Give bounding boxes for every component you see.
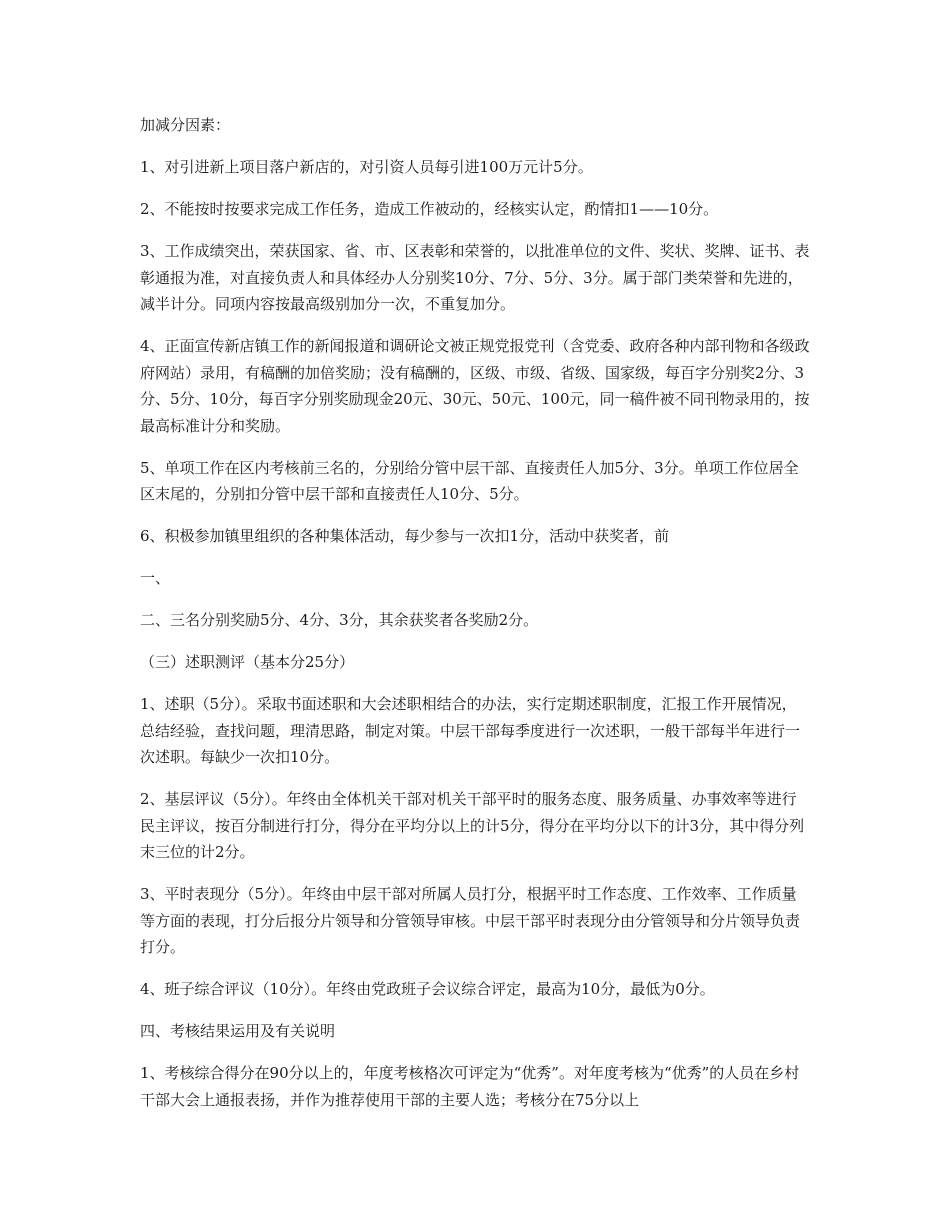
paragraph-fragment-two-three: 二、三名分别奖励5分、4分、3分，其余获奖者各奖励2分。 <box>140 611 539 629</box>
paragraph-leadership-review: 4、班子综合评议（10分）。年终由党政班子会议综合评定，最高为10分，最低为0分。 <box>140 980 715 998</box>
section-heading-results-usage: 四、考核结果运用及有关说明 <box>140 1022 336 1040</box>
section-heading-bonus-factors: 加减分因素： <box>140 116 231 134</box>
section-heading-report-evaluation: （三）述职测评（基本分25分） <box>140 653 355 671</box>
paragraph-item-5: 5、单项工作在区内考核前三名的，分别给分管中层干部、直接责任人加5分、3分。单项工作位居全区末尾的，分别扣分管中层干部和直接责任人10分、5分。 <box>140 458 799 503</box>
paragraph-fragment-one: 一、 <box>140 569 171 587</box>
paragraph-daily-performance: 3、平时表现分（5分）。年终由中层干部对所属人员打分，根据平时工作态度、工作效率、工作质量等方面的表现，打分后报分片领导和分管领导审核。中层干部平时表现分由分管领导和分片领导负责打分。 <box>140 885 801 956</box>
paragraph-grassroots-review: 2、基层评议（5分）。年终由全体机关干部对机关干部平时的服务态度、服务质量、办事效率等进行民主评议，按百分制进行打分，得分在平均分以上的计5分，得分在平均分以下的计3分，其中得分列末三位的计2分。 <box>140 790 805 861</box>
paragraph-item-1: 1、对引进新上项目落户新店的，对引资人员每引进100万元计5分。 <box>140 158 593 176</box>
paragraph-item-3: 3、工作成绩突出，荣获国家、省、市、区表彰和荣誉的，以批准单位的文件、奖状、奖牌、证书、表彰通报为准，对直接负责人和具体经办人分别奖10分、7分、5分、3分。属于部门类荣誉和先进的，减半计分。同项内容按最高级别加分一次，不重复加分。 <box>140 242 810 313</box>
paragraph-results-item-1: 1、考核综合得分在90分以上的，年度考核格次可评定为“优秀”。对年度考核为“优秀”的人员在乡村干部大会上通报表扬，并作为推荐使用干部的主要人选；考核分在75分以上 <box>140 1064 800 1109</box>
document-body <box>140 112 810 1129</box>
paragraph-item-2: 2、不能按时按要求完成工作任务，造成工作被动的，经核实认定，酌情扣1——10分。 <box>140 200 719 218</box>
paragraph-report: 1、述职（5分）。采取书面述职和大会述职相结合的办法，实行定期述职制度，汇报工作开展情况，总结经验，查找问题，理清思路，制定对策。中层干部每季度进行一次述职，一般干部每半年进行一次述职。每缺少一次扣10分。 <box>140 695 801 766</box>
paragraph-item-4: 4、正面宣传新店镇工作的新闻报道和调研论文被正规党报党刊（含党委、政府各种内部刊物和各级政府网站）录用，有稿酬的加倍奖励；没有稿酬的，区级、市级、省级、国家级，每百字分别奖2分、3分、5分、10分，每百字分别奖励现金20元、30元、50元、100元，同一稿件被不同刊物录用的，按最高标准计分和奖励。 <box>140 337 810 435</box>
paragraph-item-6: 6、积极参加镇里组织的各种集体活动，每少参与一次扣1分，活动中获奖者，前 <box>140 527 670 545</box>
